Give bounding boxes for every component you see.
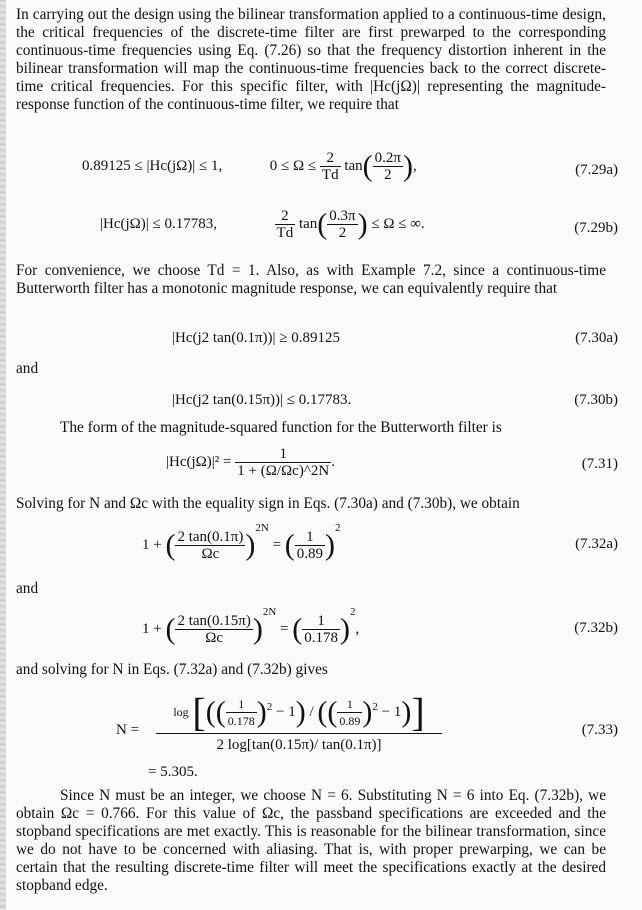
eq-729a-left: 0.89125 ≤ |Hc(jΩ)| ≤ 1, [82,157,223,174]
eq-729a-arg: $\frac{0.2\pi}{2}$ [374,150,401,183]
eq-733-den: 2 log[tan(0.15π)/ tan(0.1π)] [156,733,442,756]
eq-733-frac: log [(( $\frac{1}{0.178}$ )$^2$ − 1) / (( $\frac{1}{0.89}$ )$^2$ − 1)] 2 log[tan(0.15π)/ tan(0.1π)] [156,688,442,756]
eq-label-7-33: (7.33) [581,722,618,738]
eq-label-7-32a: (7.32a) [575,536,618,552]
paragraph-conclusion: Since N must be an integer, we choose N = 6. Substituting N = 6 into Eq. (7.32b), we obtain Ωc = 0.766. For this value of Ωc, the passband specifications are exceeded and the stopband specifications are met exactly. This is reasonable for the bilinear transformation, since we do not have to be concerned with aliasing. That is, with proper prewarping, we can be certain that the resulting discrete-time filter will meet the specifications exactly at the desired stopband edge. [16,787,606,894]
eq-label-7-32b: (7.32b) [574,620,618,636]
equation-7-29a: 0.89125 ≤ |Hc(jΩ)| ≤ 1, 0 ≤ Ω ≤ $\frac{2}{Td}$ tan( $\frac{0.2\pi}{2}$ ), (7.29a) [82,149,618,183]
paragraph-solving-n: and solving for N in Eqs. (7.32a) and (7.32b) gives [16,661,328,678]
eq-731-frac: $\frac{1}{1 + (\Omega/\Omega c)\^{}2N}$ [237,446,330,479]
eq-732b-inner: $\frac{2 \tan(0.15\pi)}{\Omega c}$ [177,613,251,647]
paragraph-solving: Solving for N and Ωc with the equality sign in Eqs. (7.30a) and (7.30b), we obtain [16,495,520,512]
eq-732a-inner: $\frac{2 \tan(0.1\pi)}{\Omega c}$ [177,529,244,563]
equation-7-32a: 1 + ( $\frac{2 \tan(0.1\pi)}{\Omega c}$ )$^{2N}$ = ( $\frac{1}{0.89}$ )$^2$ (7.32a) [142,522,618,563]
eq-731-left: |Hc(jΩ)|² = [166,453,232,470]
paragraph-convenience: For convenience, we choose Td = 1. Also, as with Example 7.2, since a continuous-time Butterworth filter has a monotonic magnitude response, we can equivalently require that [16,262,606,297]
eq-label-7-30a: (7.30a) [575,330,618,346]
equation-7-29b: |Hc(jΩ)| ≤ 0.17783, $\frac{2}{Td}$ tan( $\frac{0.3\pi}{2}$ ) ≤ Ω ≤ ∞. (7.29b) [100,207,618,241]
equation-7-32b: 1 + ( $\frac{2 \tan(0.15\pi)}{\Omega c}$ )$^{2N}$ = ( $\frac{1}{0.178}$ )$^2$, (7.32b) [142,606,618,647]
eq-729b-arg: $\frac{0.3\pi}{2}$ [329,208,356,241]
eq-label-7-29b: (7.29b) [574,220,618,236]
eq-729a-range: 0 ≤ Ω ≤ [269,157,317,174]
eq-730b-expr: |Hc(j2 tan(0.15π))| ≤ 0.17783. [172,392,352,408]
paragraph-butterworth: The form of the magnitude-squared function for the Butterworth filter is [60,419,502,436]
eq-label-7-30b: (7.30b) [574,392,618,408]
eq-733-result: = 5.305. [148,764,198,780]
text-and-2: and [16,580,39,597]
eq-label-7-29a: (7.29a) [575,162,618,178]
eq-733-lhs: N = [116,722,140,738]
eq-729b-frac: $\frac{2}{Td}$ [276,208,294,241]
eq-730a-expr: |Hc(j2 tan(0.1π))| ≥ 0.89125 [172,330,341,346]
text-and-1: and [16,360,39,377]
paragraph-intro: In carrying out the design using the bilinear transformation applied to a continuous-time design, the critical frequencies of the discrete-time filter are first prewarped to the corresponding continuous-time frequencies using Eq. (7.26) so that the frequency distortion inherent in the bilinear transformation will map the continuous-time frequencies back to the correct discrete-time critical frequencies. For this specific filter, with |Hc(jΩ)| representing the magnitude-response function of the continuous-time filter, we require that [16,6,606,113]
equation-7-30b [172,392,618,409]
eq-732a-rhs: $\frac{1}{0.89}$ [296,529,324,563]
equation-7-30a [172,330,618,347]
equation-7-31: |Hc(jΩ)|² = $\frac{1}{1 + (\Omega/\Omega c)\^{}2N}$ . (7.31) [166,446,618,479]
eq-729b-left: |Hc(jΩ)| ≤ 0.17783, [100,215,218,232]
eq-732b-rhs: $\frac{1}{0.178}$ [304,613,339,647]
eq-729a-frac: $\frac{2}{Td}$ [321,150,339,183]
scan-edge [0,0,6,910]
eq-label-7-31: (7.31) [581,456,618,472]
